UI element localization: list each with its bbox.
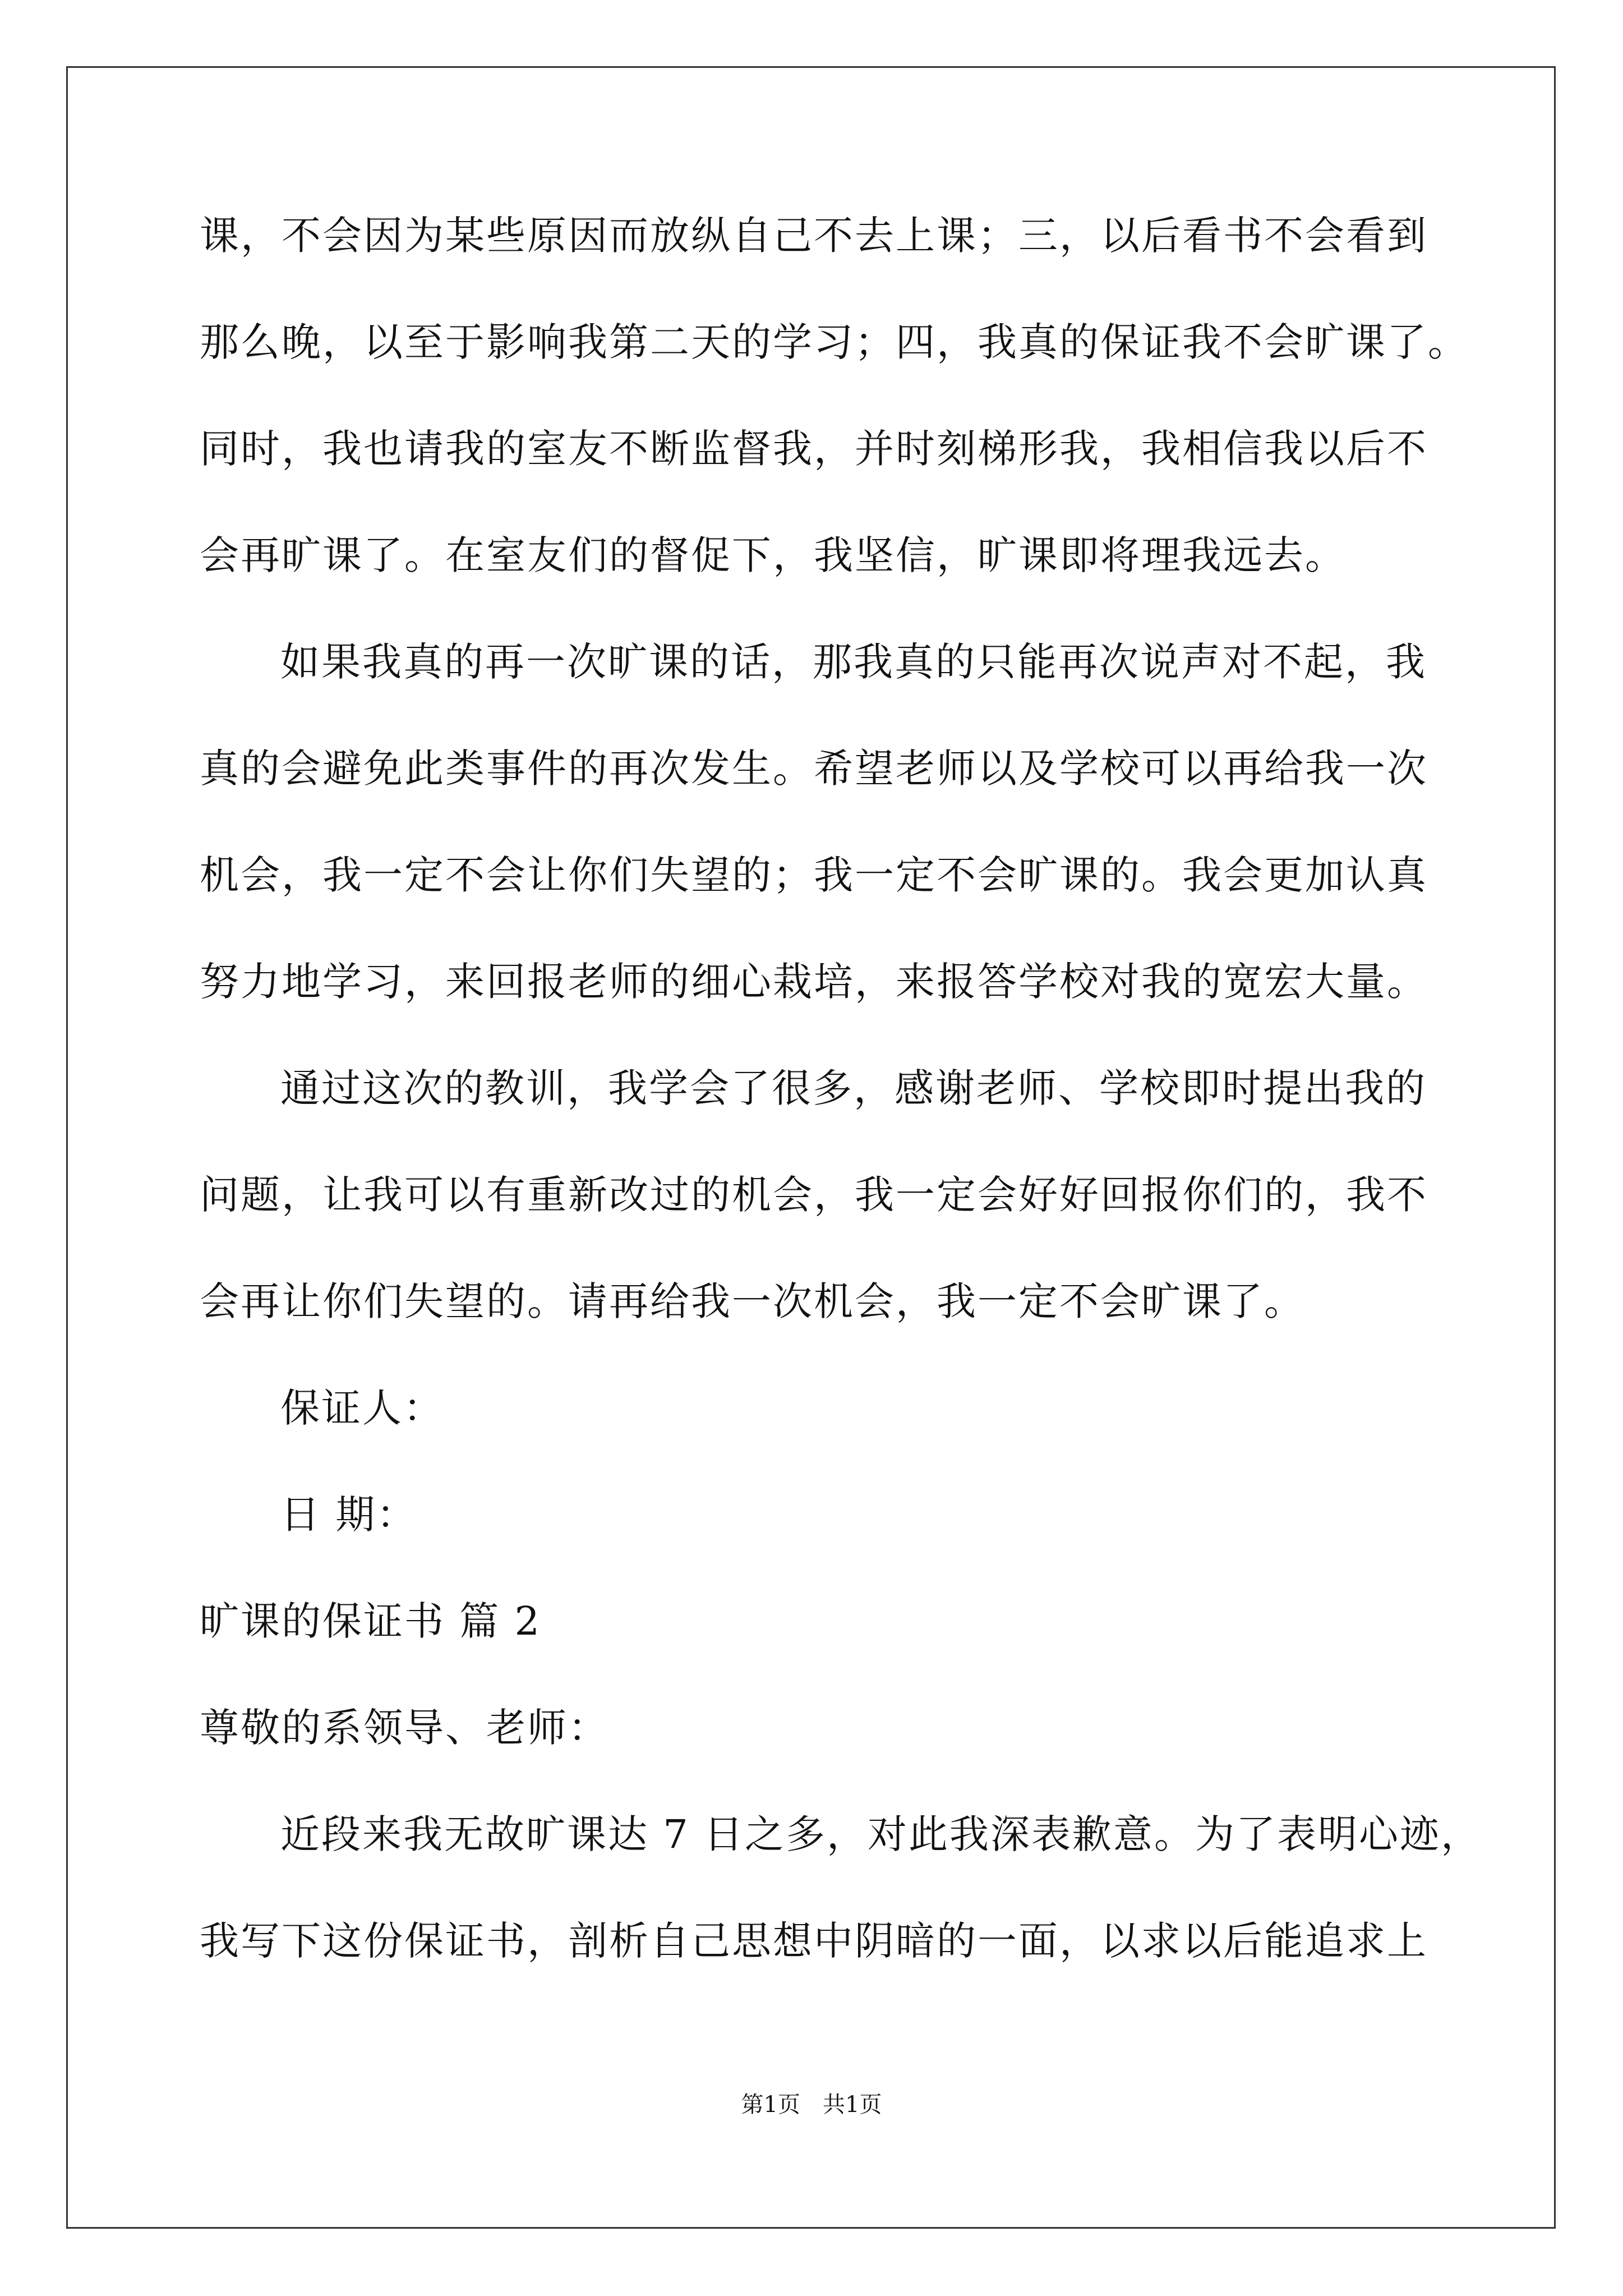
paragraph-start-line: 如果我真的再一次旷课的话，那我真的只能再次说声对不起，我 xyxy=(280,639,1427,685)
text-line: 机会，我一定不会让你们失望的；我一定不会旷课的。我会更加认真 xyxy=(200,852,1428,898)
text-line: 课，不会因为某些原因而放纵自己不去上课；三，以后看书不会看到 xyxy=(200,213,1428,259)
text-line: 同时，我也请我的室友不断监督我，并时刻梯形我，我相信我以后不 xyxy=(200,426,1428,472)
text-line: 那么晚，以至于影响我第二天的学习；四，我真的保证我不会旷课了。 xyxy=(200,319,1469,365)
section-title: 旷课的保证书 篇 2 xyxy=(200,1598,542,1644)
guarantor-label: 保证人： xyxy=(280,1385,444,1431)
text-line: 会再让你们失望的。请再给我一次机会，我一定不会旷课了。 xyxy=(200,1278,1305,1324)
page-footer: 第1页 共1页 xyxy=(741,2092,882,2118)
document-body xyxy=(200,208,1482,2019)
text-line: 努力地学习，来回报老师的细心栽培，来报答学校对我的宽宏大量。 xyxy=(200,959,1428,1005)
text-line: 问题，让我可以有重新改过的机会，我一定会好好回报你们的，我不 xyxy=(200,1172,1428,1218)
text-line: 会再旷课了。在室友们的督促下，我坚信，旷课即将理我远去。 xyxy=(200,532,1346,578)
salutation: 尊敬的系领导、老师： xyxy=(200,1705,609,1751)
date-label: 日 期： xyxy=(280,1492,418,1538)
paragraph-start-line: 通过这次的教训，我学会了很多，感谢老师、学校即时提出我的 xyxy=(280,1065,1427,1111)
text-line: 我写下这份保证书，剖析自己思想中阴暗的一面，以求以后能追求上 xyxy=(200,1918,1428,1964)
text-line: 真的会避免此类事件的再次发生。希望老师以及学校可以再给我一次 xyxy=(200,746,1428,792)
paragraph-start-line: 近段来我无故旷课达 7 日之多，对此我深表歉意。为了表明心迹， xyxy=(280,1811,1482,1857)
